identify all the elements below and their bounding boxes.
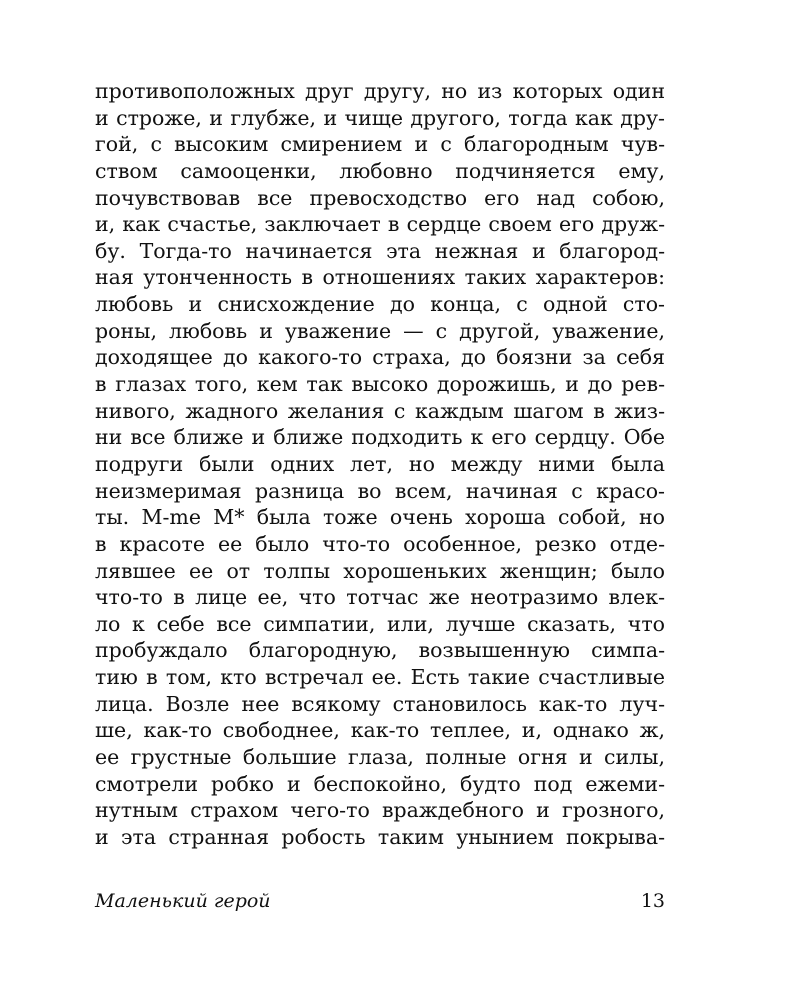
text-line: тию в том, кто встречал ее. Есть такие счастливые	[95, 665, 665, 690]
text-line: ная утонченность в отношениях таких характеров:	[95, 265, 665, 290]
page-number: 13	[640, 890, 665, 912]
text-line: и строже, и глубже, и чище другого, тогда как дру-	[95, 105, 665, 130]
text-line: и, как счастье, заключает в сердце своем его друж-	[95, 212, 665, 237]
text-line: подруги были одних лет, но между ними была	[95, 451, 665, 476]
text-line: почувствовав все превосходство его над собою,	[95, 185, 665, 210]
text-line: что-то в лице ее, что тотчас же неотразимо влек-	[95, 585, 665, 610]
text-line: роны, любовь и уважение — с другой, уважение,	[95, 318, 665, 343]
body-text	[95, 78, 675, 851]
text-line: ни все ближе и ближе подходить к его сердцу. Обе	[95, 425, 665, 450]
text-line: ты. M-me M* была тоже очень хороша собой, но	[95, 505, 665, 530]
text-line: нивого, жадного желания с каждым шагом в жиз-	[95, 398, 665, 423]
text-line: ством самооценки, любовно подчиняется ему,	[95, 158, 665, 183]
running-title: Маленький герой	[95, 890, 271, 912]
text-line: любовь и снисхождение до конца, с одной сто-	[95, 292, 665, 317]
text-line: неизмеримая разница во всем, начиная с красо-	[95, 478, 665, 503]
text-line: пробуждало благородную, возвышенную симпа-	[95, 638, 665, 663]
text-line: бу. Тогда-то начинается эта нежная и благород-	[95, 238, 665, 263]
text-line: смотрели робко и беспокойно, будто под ежеми-	[95, 771, 665, 796]
text-line: лица. Возле нее всякому становилось как-то луч-	[95, 691, 665, 716]
text-line: в глазах того, кем так высоко дорожишь, и до рев-	[95, 372, 665, 397]
text-line: ше, как-то свободнее, как-то теплее, и, однако ж,	[95, 718, 665, 743]
text-line: в красоте ее было что-то особенное, резко отде-	[95, 531, 665, 556]
text-line: ее грустные большие глаза, полные огня и силы,	[95, 745, 665, 770]
text-line: ло к себе все симпатии, или, лучше сказать, что	[95, 611, 665, 636]
text-line: гой, с высоким смирением и с благородным чув-	[95, 132, 665, 157]
text-line: нутным страхом чего-то враждебного и грозного,	[95, 798, 665, 823]
text-line: противоположных друг другу, но из которых один	[95, 79, 665, 103]
page-footer	[95, 888, 665, 914]
text-line: доходящее до какого-то страха, до боязни за себя	[95, 345, 665, 370]
text-line: и эта странная робость таким унынием покрыва-	[95, 824, 665, 849]
text-line: лявшее ее от толпы хорошеньких женщин; было	[95, 558, 665, 583]
